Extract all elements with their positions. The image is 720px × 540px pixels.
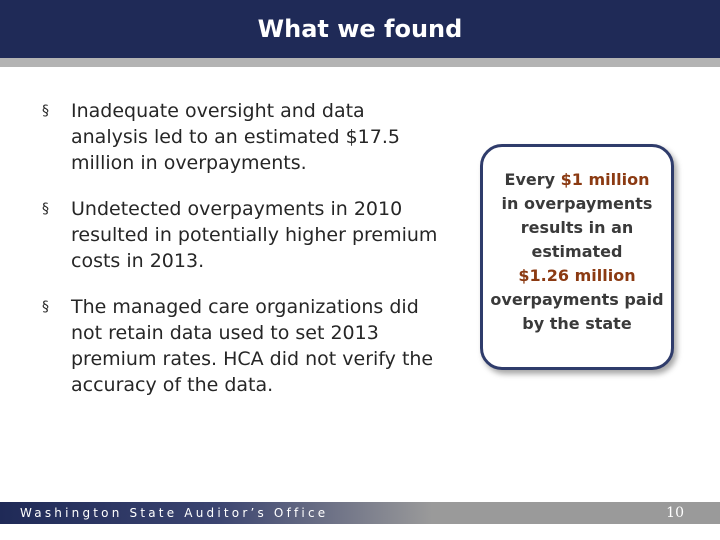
callout-line7: by the state bbox=[522, 314, 632, 333]
callout-line6: overpayments paid bbox=[490, 290, 664, 309]
finding-text: The managed care organizations did not retain data used to set 2013 premium rates. HCA did not verify the accuracy of the data. bbox=[71, 296, 434, 396]
footer-organization: Washington State Auditor’s Office bbox=[20, 506, 329, 520]
finding-item bbox=[42, 196, 442, 274]
callout-line1-prefix: Every bbox=[504, 170, 561, 189]
callout-line2: in overpayments bbox=[501, 194, 653, 213]
callout-line4: estimated bbox=[531, 242, 623, 261]
bullet-icon: § bbox=[42, 299, 49, 315]
callout-amount-1: $1 million bbox=[560, 170, 650, 189]
finding-text: Undetected overpayments in 2010 resulted in potentially higher premium costs in 2013. bbox=[71, 198, 438, 272]
callout-box bbox=[480, 144, 674, 370]
page-number: 10 bbox=[666, 505, 684, 521]
finding-item bbox=[42, 294, 442, 398]
finding-item bbox=[42, 98, 442, 176]
callout-text bbox=[490, 168, 663, 336]
callout-amount-2: $1.26 million bbox=[518, 266, 636, 285]
bullet-icon: § bbox=[42, 103, 49, 119]
slide-title: What we found bbox=[257, 15, 463, 43]
slide-footer bbox=[0, 502, 720, 524]
findings-list bbox=[42, 98, 442, 418]
callout-line3: results in an bbox=[520, 218, 634, 237]
finding-text: Inadequate oversight and data analysis led to an estimated $17.5 million in overpayments. bbox=[71, 100, 400, 174]
bullet-icon: § bbox=[42, 201, 49, 217]
header-divider bbox=[0, 58, 720, 67]
slide-header bbox=[0, 0, 720, 58]
